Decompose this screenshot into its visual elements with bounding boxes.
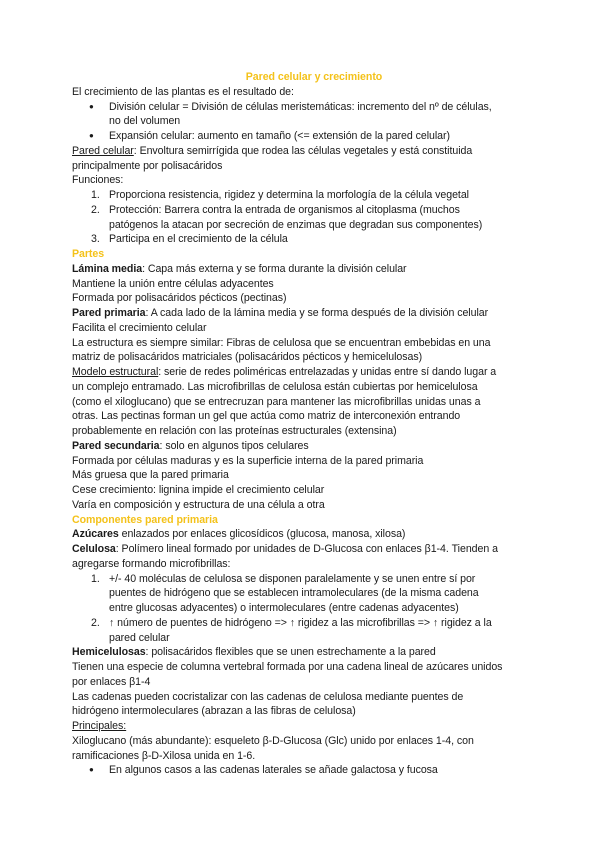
hemicelulosas-line: Hemicelulosas: polisacáridos flexibles que se unen estrechamente a la pared xyxy=(72,646,436,659)
text-line: (como el xiloglucano) que se entrecruzan para mantener las microfibrillas unidas unas a xyxy=(72,395,481,408)
bullet-icon: ● xyxy=(89,765,94,775)
bullet-icon: ● xyxy=(89,101,94,111)
list-item: ● En algunos casos a las cadenas laterales se añade galactosa y fucosa xyxy=(89,764,438,777)
section-heading-componentes: Componentes pared primaria xyxy=(72,513,218,526)
list-number: 3. xyxy=(91,233,100,246)
section-heading-partes: Partes xyxy=(72,248,105,260)
text-line: otras. Las pectinas forman un gel que actúa como matriz de interconexión entrando xyxy=(72,410,461,423)
definition-line: Pared celular: Envoltura semirrígida que rodea las células vegetales y está constituida xyxy=(72,144,473,157)
definition-line: principalmente por polisacáridos xyxy=(72,159,223,172)
lamina-media-line: Lámina media: Capa más externa y se forma durante la división celular xyxy=(72,262,407,275)
term-lamina-media: Lámina media xyxy=(72,262,143,275)
list-number: 2. xyxy=(91,203,100,216)
list-item: 3. Participa en el crecimiento de la célula xyxy=(91,233,288,246)
list-item: 1. Proporciona resistencia, rigidez y determina la morfología de la célula vegetal xyxy=(91,189,469,201)
text-line: Mantiene la unión entre células adyacentes xyxy=(72,277,274,290)
text-line: un complejo entramado. Las microfibrillas de celulosa están cubiertas por hemicelulosa xyxy=(72,380,478,393)
text-line: matriz de polisacáridos matriciales (polisacáridos pécticos y hemicelulosas) xyxy=(72,351,423,364)
text-line: hidrógeno intermoleculares (abrazan a las fibras de celulosa) xyxy=(72,705,356,718)
intro-text: El crecimiento de las plantas es el resultado de: xyxy=(72,85,294,98)
bullet-icon: ● xyxy=(89,131,94,140)
list-number: 1. xyxy=(91,189,100,201)
list-item: ● División celular = División de células meristemáticas: incremento del nº de células, no del volumen xyxy=(89,100,492,128)
pared-secundaria-line: Pared secundaria: solo en algunos tipos celulares xyxy=(72,439,309,452)
text-line: Las cadenas pueden cocristalizar con las cadenas de celulosa mediante puentes de xyxy=(72,690,464,703)
text-line: Tienen una especie de columna vertebral formada por una cadena lineal de azúcares unidos xyxy=(72,661,503,673)
list-item: 2. Protección: Barrera contra la entrada de organismos al citoplasma (muchos patógenos la atacan por secreción de enzimas que degradan sus componentes) xyxy=(91,203,483,231)
funciones-label: Funciones: xyxy=(72,174,124,187)
principales-label: Principales: xyxy=(72,720,127,732)
azucares-line: Azúcares enlazados por enlaces glicosídicos (glucosa, manosa, xilosa) xyxy=(72,528,406,541)
term-celulosa: Celulosa xyxy=(72,543,116,555)
term-pared-secundaria: Pared secundaria xyxy=(72,439,160,452)
text-line: Facilita el crecimiento celular xyxy=(72,321,207,334)
term-pared-primaria: Pared primaria xyxy=(72,307,146,319)
term-azucares: Azúcares xyxy=(72,528,119,541)
text-line: Varía en composición y estructura de una célula a otra xyxy=(72,498,325,511)
term-modelo-estructural: Modelo estructural xyxy=(72,366,159,378)
list-number: 2. xyxy=(91,616,100,629)
text-line: Formada por polisacáridos pécticos (pectinas) xyxy=(72,292,287,305)
text-line: por enlaces β1-4 xyxy=(72,675,151,688)
celulosa-line: Celulosa: Polímero lineal formado por unidades de D-Glucosa con enlaces β1-4. Tienden a xyxy=(72,543,498,555)
text-line: probablemente en relación con las proteínas estructurales (extensina) xyxy=(72,425,397,437)
list-item: ● Expansión celular: aumento en tamaño (<= extensión de la pared celular) xyxy=(89,130,450,142)
list-item: 2. ↑ número de puentes de hidrógeno => ↑ rigidez a las microfibrillas => ↑ rigidez a la pared celular xyxy=(91,616,492,644)
definition-term: Pared celular xyxy=(72,144,134,157)
text-line: Formada por células maduras y es la superficie interna de la pared primaria xyxy=(72,454,424,467)
pared-primaria-line: Pared primaria: A cada lado de la lámina media y se forma después de la división celular xyxy=(72,307,489,319)
list-number: 1. xyxy=(91,572,100,585)
text-line: La estructura es siempre similar: Fibras de celulosa que se encuentran embebidas en una xyxy=(72,336,491,349)
text-line: agregarse formando microfibrillas: xyxy=(72,557,231,570)
text-line: ramificaciones β-D-Xilosa unida en 1-6. xyxy=(72,749,256,762)
modelo-estructural-line: Modelo estructural: serie de redes poliméricas entrelazadas y unidas entre sí dando lugar a xyxy=(72,366,497,378)
document-page xyxy=(72,70,532,778)
document-title: Pared celular y crecimiento xyxy=(245,71,383,83)
text-line: Cese crecimiento: lignina impide el crecimiento celular xyxy=(72,484,325,496)
text-line: Más gruesa que la pared primaria xyxy=(72,469,229,482)
text-line: Xiloglucano (más abundante): esqueleto β-D-Glucosa (Glc) unido por enlaces 1-4, con xyxy=(72,734,474,747)
list-item: 1. +/- 40 moléculas de celulosa se disponen paralelamente y se unen entre sí por puentes de hidrógeno que se establecen intramoleculares (de la misma cadena entre glucosas adyacentes) o intermoleculares (entre cadenas adyacentes) xyxy=(91,572,479,614)
term-hemicelulosas: Hemicelulosas xyxy=(72,646,146,659)
